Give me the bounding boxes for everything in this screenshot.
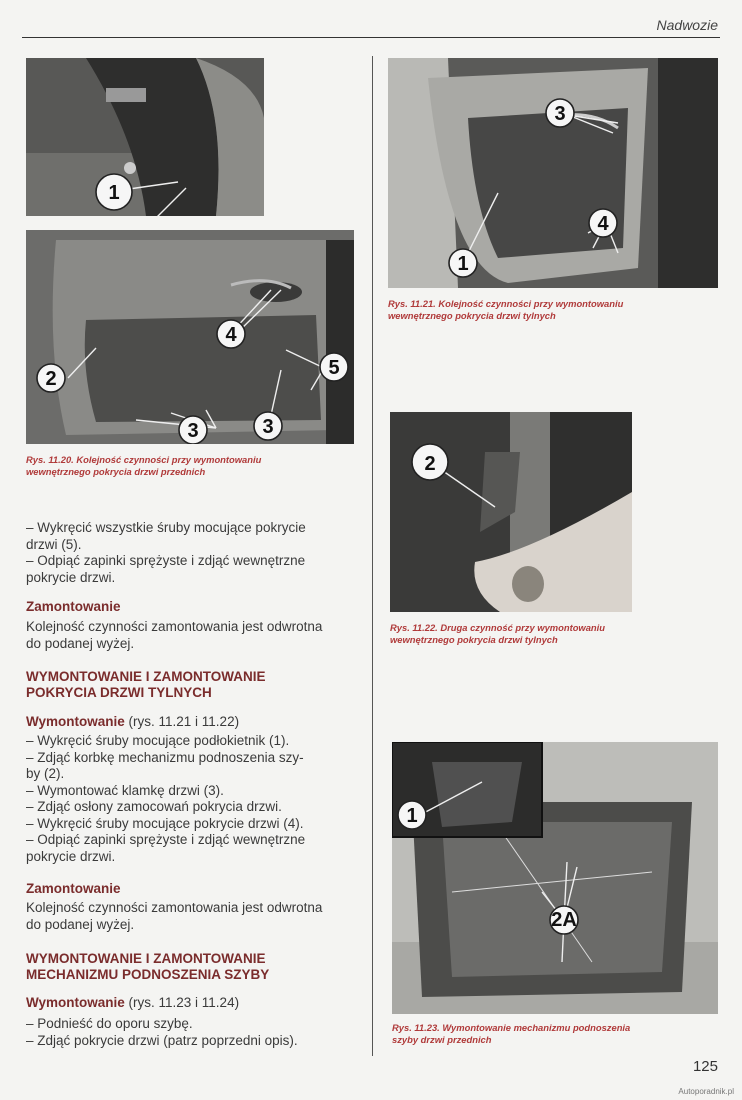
fig20-marker-4: 4 [225,324,237,346]
figure-11-21-photo [388,58,718,288]
fig23-marker-2a: 2A [551,909,577,931]
figure-11-21-caption: Rys. 11.21. Kolejność czynności przy wymontowaniu wewnętrznego pokrycia drzwi tylnych [388,298,624,321]
fig20-marker-3a: 3 [187,420,199,442]
window-removal-steps: – Podnieść do oporu szybę. – Zdjąć pokrycie drzwi (patrz poprzedni opis). [26,1016,298,1048]
figure-11-23-photo [392,742,718,1014]
figure-11-19-photo [26,58,264,216]
zamontowanie-heading-2: Zamontowanie [26,881,121,896]
fig21-marker-3: 3 [554,103,566,125]
zamontowanie-heading-1: Zamontowanie [26,599,121,614]
fig22-marker-2: 2 [424,453,436,475]
header-rule [22,37,720,38]
rear-removal-steps: – Wykręcić śruby mocujące podłokietnik (1). – Zdjąć korbkę mechanizmu podnoszenia szy- by (2). – Wymontować klamkę drzwi (3). – Zdjąć osłony zamocowań pokrycia drzwi. – Wykręcić śruby mocujące pokrycie drzwi (4). – Odpiąć zapinki sprężyste i zdjąć wewnętrzne pokrycie drzwi. [26,733,306,864]
fig19-marker-1: 1 [108,182,120,204]
zamontowanie-text-2: Kolejność czynności zamontowania jest odwrotna do podanej wyżej. [26,900,323,932]
fig21-marker-1: 1 [457,253,469,275]
figure-11-22-photo [390,412,632,612]
fig21-marker-4: 4 [597,213,609,235]
fig20-marker-5: 5 [328,357,340,379]
page-number: 125 [692,1058,718,1075]
subheading-rear-removal: Wymontowanie (rys. 11.21 i 11.22) [26,714,240,729]
figure-11-20-photo [26,230,354,444]
section-title-window-mechanism: WYMONTOWANIE I ZAMONTOWANIE MECHANIZMU PODNOSZENIA SZYBY [26,951,270,982]
figure-11-22-caption: Rys. 11.22. Druga czynność przy wymontowaniu wewnętrznego pokrycia drzwi tylnych [390,622,605,645]
running-header: Nadwozie [656,17,718,33]
zamontowanie-text-1: Kolejność czynności zamontowania jest odwrotna do podanej wyżej. [26,619,323,651]
figure-11-23-caption: Rys. 11.23. Wymontowanie mechanizmu podnoszenia szyby drzwi przednich [392,1022,631,1045]
fig20-marker-2: 2 [45,368,57,390]
column-divider [372,56,373,1056]
fig23-marker-1: 1 [406,805,418,827]
subheading-window-removal: Wymontowanie (rys. 11.23 i 11.24) [26,995,240,1010]
site-watermark: Autoporadnik.pl [678,1087,734,1096]
section-title-rear-trim: WYMONTOWANIE I ZAMONTOWANIE POKRYCIA DRZWI TYLNYCH [26,669,266,700]
intro-instructions: – Wykręcić wszystkie śruby mocujące pokrycie drzwi (5). – Odpiąć zapinki sprężyste i zdjąć wewnętrzne pokrycie drzwi. [26,520,306,585]
fig20-marker-3b: 3 [262,416,274,438]
figure-11-20-caption: Rys. 11.20. Kolejność czynności przy wymontowaniu wewnętrznego pokrycia drzwi przednich [26,454,262,477]
